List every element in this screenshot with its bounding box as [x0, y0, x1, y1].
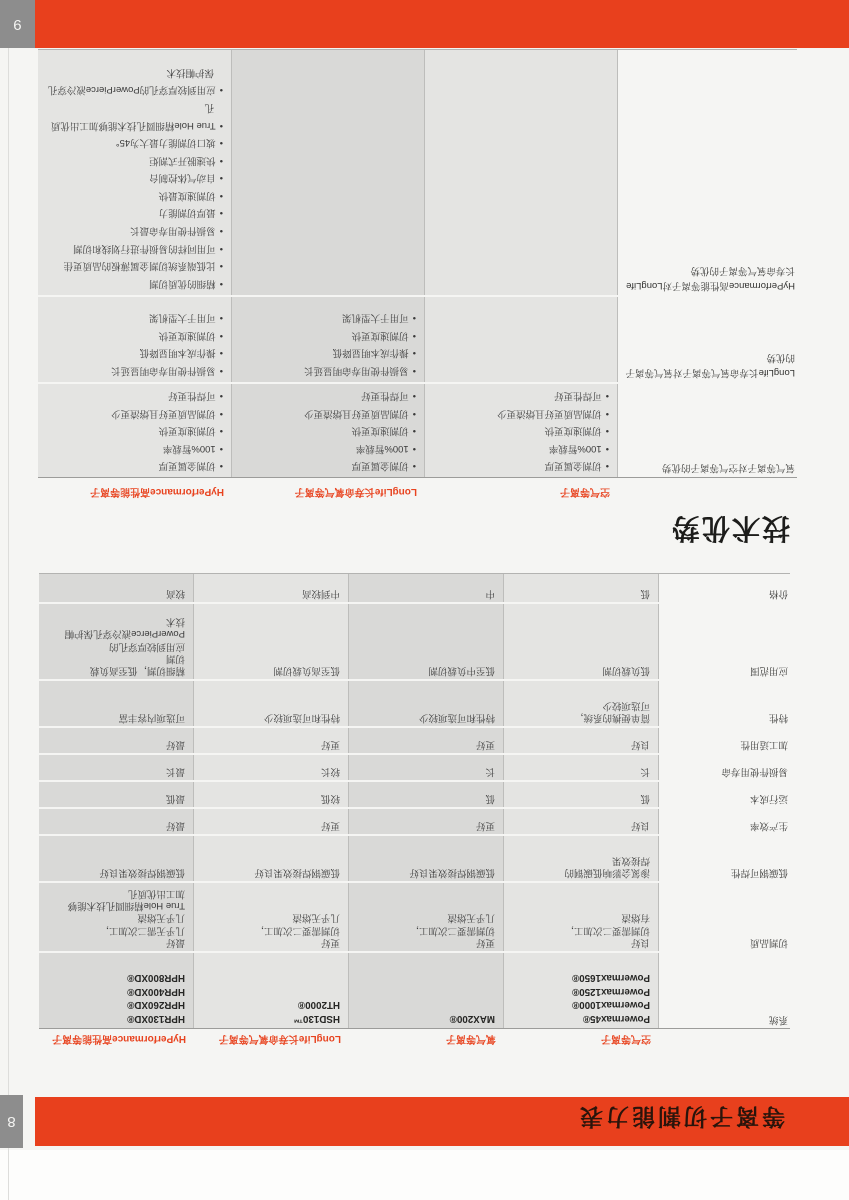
row-label: 运行成本	[749, 793, 788, 805]
page-title: 等离子切割能力表	[577, 1104, 785, 1130]
table-row	[39, 726, 790, 753]
cell-line: • 切割品质更好且熔渣更少	[431, 404, 609, 422]
column-header: 氧气等离子	[446, 1033, 496, 1044]
cell-line: 切割	[165, 652, 185, 664]
cell-line: • 切割金属更厚	[44, 457, 223, 475]
cell-line: • 自动气体控制台	[44, 169, 223, 187]
cell-line: 特性和可选项较少	[418, 712, 495, 724]
cell-line: • 切割速度更快	[44, 422, 223, 440]
table-body	[38, 49, 797, 479]
cell	[349, 574, 504, 602]
cell-line: 更好	[320, 820, 340, 832]
cell	[425, 297, 618, 382]
cell-line: 低	[640, 793, 650, 805]
table-row	[39, 780, 790, 807]
cell-line: 几乎无熔渣	[292, 912, 340, 924]
cell-line: 低碳钢焊接效果良好	[254, 867, 340, 879]
cell-line: 有熔渣	[621, 912, 650, 924]
table-row	[38, 295, 797, 382]
cell-line: • 可焊性更好	[44, 387, 223, 405]
cell	[349, 728, 504, 753]
cell-line: 更好	[320, 937, 340, 948]
cell	[39, 782, 194, 807]
cell-line: • 可用同样的易损件进行划线和切割	[44, 239, 223, 257]
cell-line: • 最厚切割能力	[44, 204, 223, 222]
column-header: LongLife长寿命氧气等离子	[294, 486, 417, 497]
cell-line: 低至高负载切割	[273, 665, 340, 677]
plasma-capability-table	[39, 573, 790, 1045]
page8-number-tab: 8	[0, 1095, 23, 1148]
technical-advantages-table	[38, 49, 797, 500]
cell	[232, 297, 425, 382]
cell-line: • 易损件使用寿命明显延长	[238, 361, 416, 379]
cell	[232, 50, 425, 295]
cell	[194, 574, 349, 602]
cell-line: • 切割金属更厚	[431, 457, 609, 475]
cell-line: 几乎无熔渣	[447, 912, 495, 924]
cell	[38, 297, 232, 382]
cell	[232, 384, 425, 478]
cell-line: • 切割金属更厚	[238, 457, 416, 475]
cell-line: 低至中负载切割	[428, 665, 495, 677]
cell	[39, 728, 194, 753]
row-label: 加工适用性	[740, 739, 788, 751]
cell	[504, 782, 659, 807]
cell-line: • 切割速度更快	[238, 326, 416, 344]
cell-line: • 切割速度最快	[44, 186, 223, 204]
cell	[504, 836, 659, 881]
cell	[349, 883, 504, 951]
table-row	[39, 807, 790, 834]
cell-line: 应用到较厚穿孔的	[108, 640, 185, 652]
cell-line: • 操作成本明显降低	[238, 344, 416, 362]
cell-line: 较低	[320, 793, 340, 805]
paper-edge	[0, 1150, 849, 1200]
cell	[349, 782, 504, 807]
column-header: 空气等离子	[560, 486, 610, 497]
row-label: 系统	[768, 1014, 788, 1025]
cell	[194, 604, 349, 679]
cell-line: 切割需要二次加工，	[254, 924, 340, 936]
cell-line: Powermax1250®	[571, 985, 650, 997]
cell-line: • 100%暂载率	[44, 439, 223, 457]
cell	[425, 50, 618, 295]
cell	[349, 755, 504, 780]
cell	[504, 883, 659, 951]
cell-line: 可选项内容丰富	[118, 712, 185, 724]
cell-line: • 操作成本明显降低	[44, 344, 223, 362]
cell-line: Powermax1650®	[571, 972, 650, 984]
table-row	[38, 50, 797, 295]
cell	[39, 574, 194, 602]
cell	[504, 574, 659, 602]
row-label: 应用范围	[749, 665, 788, 677]
cell-line: Powermax1000®	[571, 999, 650, 1011]
cell	[194, 836, 349, 881]
cell-line: 几乎无需二次加工，	[99, 924, 185, 936]
cell	[504, 809, 659, 834]
table-row	[38, 382, 797, 478]
cell	[349, 681, 504, 726]
cell-line: 最好	[165, 739, 185, 751]
cell	[39, 953, 194, 1028]
cell-line: 切割需要二次加工，	[409, 924, 495, 936]
table-row	[39, 881, 790, 951]
cell	[504, 755, 659, 780]
page8-header-banner	[35, 1097, 849, 1146]
cell-line: 低碳钢焊接效果良好	[409, 867, 495, 879]
cell-line: • 比低端系统切割金属薄板的品质更佳	[44, 257, 223, 275]
table-row	[39, 951, 790, 1028]
cell-line: • True Hole精细圆孔技术能够加工出优质孔	[44, 99, 223, 134]
cell-line: 最好	[165, 937, 185, 948]
cell-line: • 切割速度更快	[238, 422, 416, 440]
cell	[194, 728, 349, 753]
cell-line: • 100%暂载率	[238, 439, 416, 457]
cell-line: 可选项较少	[602, 699, 650, 711]
cell-line: HT2000®	[297, 999, 340, 1011]
cell-line: True Hole精细圆孔技术能够	[67, 899, 185, 911]
table-row	[39, 679, 790, 726]
cell	[425, 384, 618, 478]
cell-line: 最低	[165, 793, 185, 805]
cell-line: • 切割速度更快	[431, 422, 609, 440]
cell-line: 最长	[165, 766, 185, 778]
cell-line: 更好	[475, 820, 495, 832]
cell-line: 焊接效果	[611, 854, 650, 866]
row-label: 生产效率	[749, 820, 788, 832]
cell-line: 长	[485, 766, 495, 778]
cell	[349, 604, 504, 679]
row-label: HyPerformance高性能等离子对LongLife长寿命氧气等离子的优势	[626, 265, 795, 291]
scan-edge-line	[8, 0, 9, 1200]
table-row	[39, 834, 790, 881]
cell-line: 较高	[165, 588, 185, 600]
table-body	[39, 573, 790, 1029]
cell	[349, 809, 504, 834]
row-label: 切割品质	[749, 937, 788, 948]
cell-line: HPR260XD®	[127, 999, 185, 1011]
cell-line: 低	[485, 793, 495, 805]
page9-footer-banner	[35, 0, 849, 48]
cell-line: • 坡口切割能力最大为45°	[44, 134, 223, 152]
table-header-row	[38, 479, 797, 501]
cell-line: 更好	[475, 937, 495, 948]
cell	[349, 953, 504, 1028]
cell-line: • 快速脱开式割炬	[44, 151, 223, 169]
cell-line: 低碳钢焊接效果良好	[99, 867, 185, 879]
cell-line: 特性和可选项较少	[263, 712, 340, 724]
cell-line: 良好	[630, 739, 650, 751]
cell-line: 更好	[475, 739, 495, 751]
row-label: 氧气等离子对空气等离子的优势	[661, 462, 795, 474]
cell-line: 最好	[165, 820, 185, 832]
cell-line: • 易损件使用寿命明显延长	[44, 361, 223, 379]
cell	[504, 604, 659, 679]
page9-number-tab: 9	[0, 0, 35, 48]
cell-line: 中	[485, 588, 495, 600]
cell	[349, 836, 504, 881]
cell-line: • 切割速度更快	[44, 326, 223, 344]
row-label: LongLife长寿命氧气等离子对氧气等离子的优势	[625, 352, 795, 378]
cell-line: HPR400XD®	[127, 985, 185, 997]
cell-line: • 易损件使用寿命最长	[44, 221, 223, 239]
cell-line: • 精细的优质切割	[44, 274, 223, 292]
row-label: 低碳钢可焊性	[730, 867, 788, 879]
cell	[194, 809, 349, 834]
column-header: HyPerformance高性能等离子	[52, 1033, 186, 1044]
column-header: 空气等离子	[601, 1033, 651, 1044]
column-header: HyPerformance高性能等离子	[90, 486, 224, 497]
cell-line: 精细切割，低至高负载	[89, 665, 185, 677]
cell-line: HPR800XD®	[127, 972, 185, 984]
cell	[504, 953, 659, 1028]
cell-line: • 切割品质更好且熔渣更少	[238, 404, 416, 422]
cell-line: 简单便携的系统，	[573, 712, 650, 724]
cell	[194, 883, 349, 951]
cell-line: • 可焊性更好	[238, 387, 416, 405]
column-header: LongLife长寿命氧气等离子	[218, 1033, 341, 1044]
cell-line: 良好	[630, 820, 650, 832]
cell	[504, 681, 659, 726]
cell-line: MAX200®	[449, 1013, 495, 1024]
cell-line: 中到较高	[301, 588, 340, 600]
table-header-row	[39, 1029, 790, 1045]
cell-line: 低负载切割	[602, 665, 650, 677]
table-row	[39, 753, 790, 780]
cell-line: 渗氮会影响低碳钢的	[564, 867, 650, 879]
cell-line: 较长	[320, 766, 340, 778]
cell-line: Powermax45®	[582, 1013, 650, 1024]
cell	[38, 384, 232, 478]
cell	[39, 809, 194, 834]
cell	[38, 50, 232, 295]
cell	[39, 681, 194, 726]
cell-line: 良好	[630, 937, 650, 948]
cell-line: • 可焊性更好	[431, 387, 609, 405]
cell	[194, 953, 349, 1028]
cell	[39, 836, 194, 881]
cell-line: 几乎无熔渣	[137, 912, 185, 924]
cell	[39, 755, 194, 780]
cell-line: 切割需要二次加工，	[564, 924, 650, 936]
cell-line: • 可用于大型机架	[44, 308, 223, 326]
cell-line: 技术	[165, 615, 185, 627]
cell	[194, 782, 349, 807]
cell	[39, 604, 194, 679]
cell	[504, 728, 659, 753]
cell-line: • 应用到较厚穿孔的PowerPierce液冷穿孔保护帽技术	[44, 63, 223, 98]
cell	[194, 755, 349, 780]
cell-line: • 100%暂载率	[431, 439, 609, 457]
cell-line: 长	[640, 766, 650, 778]
cell-line: • 可用于大型机架	[238, 308, 416, 326]
row-label: 特性	[768, 712, 788, 724]
cell-line: HSD130™	[293, 1013, 340, 1024]
table-row	[39, 602, 790, 679]
cell-line: 加工出优质孔	[127, 887, 185, 899]
cell	[194, 681, 349, 726]
cell-line: PowerPierce液冷穿孔保护帽	[64, 628, 185, 640]
cell-line: HPR130XD®	[127, 1013, 185, 1024]
cell-line: 更好	[320, 739, 340, 751]
cell-line: • 切割品质更好且熔渣更少	[44, 404, 223, 422]
row-label: 易损件使用寿命	[721, 766, 788, 778]
section-heading: 技术优势	[669, 513, 790, 544]
row-label: 价格	[768, 588, 788, 600]
cell	[39, 883, 194, 951]
cell-line: 低	[640, 588, 650, 600]
table-row	[39, 574, 790, 602]
